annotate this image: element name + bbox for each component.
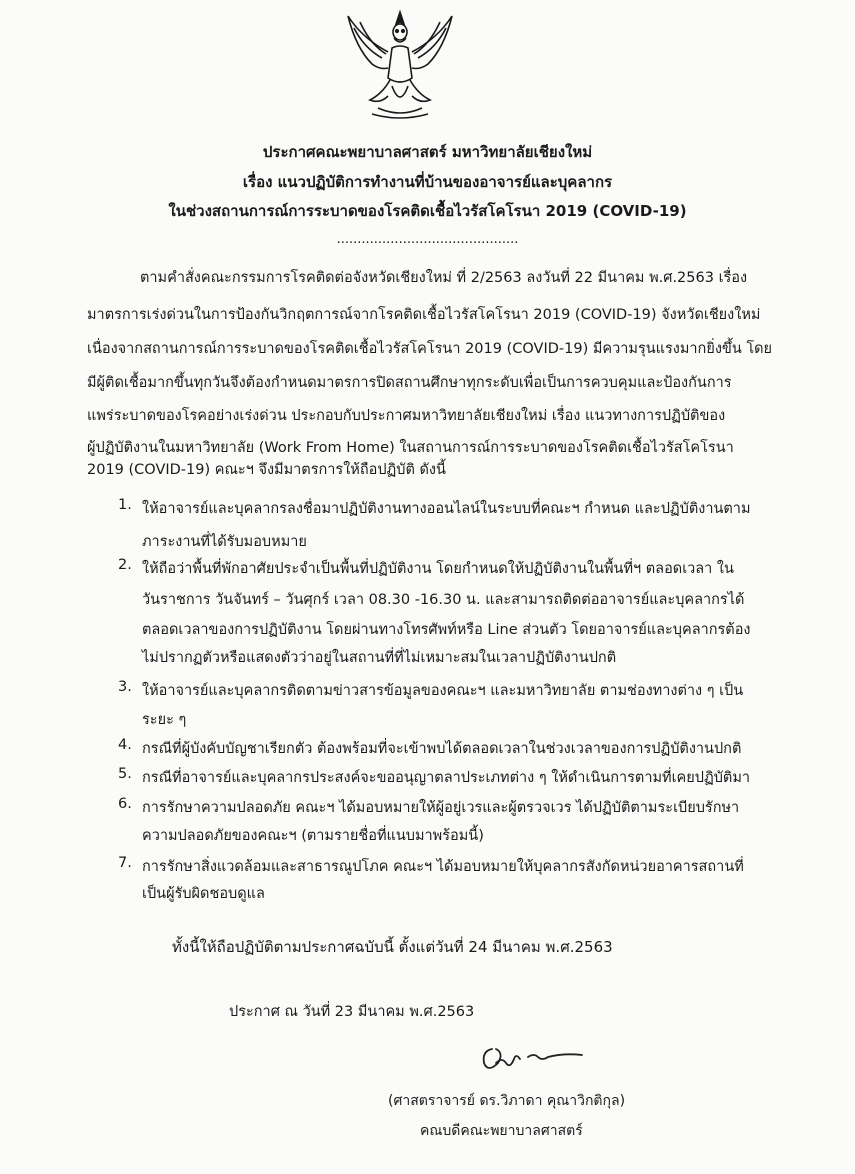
list-item: วันราชการ วันจันทร์ – วันศุกร์ เวลา 08.30 -16.30 น. และสามารถติดต่ออาจารย์และบุคลากรได้ (142, 592, 745, 608)
signature-icon (478, 1037, 588, 1077)
announcement-context: ในช่วงสถานการณ์การระบาดของโรคติดเชื้อไวรัสโคโรนา 2019 (COVID-19) (168, 202, 687, 220)
list-item: ตลอดเวลาของการปฏิบัติงาน โดยผ่านทางโทรศัพท์หรือ Line ส่วนตัว โดยอาจารย์และบุคลากรต้อง (142, 622, 751, 638)
announcement-title: ประกาศคณะพยาบาลศาสตร์ มหาวิทยาลัยเชียงใหม่ (262, 143, 593, 161)
list-item: ให้อาจารย์และบุคลากรลงชื่อมาปฏิบัติงานทางออนไลน์ในระบบที่คณะฯ กำหนด และปฏิบัติงานตาม (142, 501, 751, 517)
intro-line: มีผู้ติดเชื้อมากขึ้นทุกวันจึงต้องกำหนดมาตรการปิดสถานศึกษาทุกระดับเพื่อเป็นการควบคุมและป้องกันการ (87, 375, 732, 391)
title-separator: ............................................ (336, 232, 519, 247)
list-item-number: 7. (118, 855, 132, 871)
intro-line: ผู้ปฏิบัติงานในมหาวิทยาลัย (Work From Home) ในสถานการณ์การระบาดของโรคติดเชื้อไวรัสโคโรนา (87, 440, 734, 456)
list-item: ให้ถือว่าพื้นที่พักอาศัยประจำเป็นพื้นที่ปฏิบัติงาน โดยกำหนดให้ปฏิบัติงานในพื้นที่ฯ ตลอดเวลา ใน (142, 561, 734, 577)
intro-line: แพร่ระบาดของโรคอย่างเร่งด่วน ประกอบกับประกาศมหาวิทยาลัยเชียงใหม่ เรื่อง แนวทางการปฏิบัติของ (87, 408, 726, 424)
list-item: ไม่ปรากฏตัวหรือแสดงตัวว่าอยู่ในสถานที่ที่ไม่เหมาะสมในเวลาปฏิบัติงานปกติ (142, 650, 617, 666)
list-item-number: 1. (118, 497, 132, 513)
list-item: การรักษาสิ่งแวดล้อมและสาธารณูปโภค คณะฯ ได้มอบหมายให้บุคลากรสังกัดหน่วยอาคารสถานที่ (142, 859, 744, 875)
list-item: ภาระงานที่ได้รับมอบหมาย (142, 534, 307, 550)
intro-line: เนื่องจากสถานการณ์การระบาดของโรคติดเชื้อไวรัสโคโรนา 2019 (COVID-19) มีความรุนแรงมากยิ่งขึ้น โดย (87, 341, 773, 357)
intro-line: มาตรการเร่งด่วนในการป้องกันวิกฤตการณ์จากโรคติดเชื้อไวรัสโคโรนา 2019 (COVID-19) จังหวัดเชียงใหม่ (87, 307, 761, 323)
list-item: กรณีที่อาจารย์และบุคลากรประสงค์จะขออนุญาตลาประเภทต่าง ๆ ให้ดำเนินการตามที่เคยปฏิบัติมา (142, 770, 751, 786)
announcement-subject: เรื่อง แนวปฏิบัติการทำงานที่บ้านของอาจารย์และบุคลากร (242, 173, 613, 191)
list-item: ให้อาจารย์และบุคลากรติดตามข่าวสารข้อมูลของคณะฯ และมหาวิทยาลัย ตามช่องทางต่าง ๆ เป็น (142, 683, 744, 699)
announcement-date: ประกาศ ณ วันที่ 23 มีนาคม พ.ศ.2563 (229, 1004, 475, 1020)
list-item-number: 5. (118, 766, 132, 782)
list-item: กรณีที่ผู้บังคับบัญชาเรียกตัว ต้องพร้อมที่จะเข้าพบได้ตลอดเวลาในช่วงเวลาของการปฏิบัติงานปกติ (142, 741, 742, 757)
garuda-emblem-icon (342, 8, 458, 120)
list-item-number: 4. (118, 737, 132, 753)
list-item: ระยะ ๆ (142, 712, 187, 728)
effective-date-statement: ทั้งนี้ให้ถือปฏิบัติตามประกาศฉบับนี้ ตั้งแต่วันที่ 24 มีนาคม พ.ศ.2563 (172, 938, 613, 956)
list-item: การรักษาความปลอดภัย คณะฯ ได้มอบหมายให้ผู้อยู่เวรและผู้ตรวจเวร ได้ปฏิบัติตามระเบียบรักษา (142, 800, 740, 816)
signatory-name: (ศาสตราจารย์ ดร.วิภาดา คุณาวิกติกุล) (388, 1093, 626, 1109)
list-item-number: 2. (118, 557, 132, 573)
intro-line: 2019 (COVID-19) คณะฯ จึงมีมาตรการให้ถือปฏิบัติ ดังนี้ (87, 462, 446, 478)
list-item: เป็นผู้รับผิดชอบดูแล (142, 886, 265, 902)
list-item: ความปลอดภัยของคณะฯ (ตามรายชื่อที่แนบมาพร้อมนี้) (142, 828, 484, 844)
list-item-number: 3. (118, 679, 132, 695)
signatory-position: คณบดีคณะพยาบาลศาสตร์ (420, 1123, 583, 1139)
intro-line: ตามคำสั่งคณะกรรมการโรคติดต่อจังหวัดเชียงใหม่ ที่ 2/2563 ลงวันที่ 22 มีนาคม พ.ศ.2563 เรื่อง (140, 270, 748, 286)
list-item-number: 6. (118, 796, 132, 812)
